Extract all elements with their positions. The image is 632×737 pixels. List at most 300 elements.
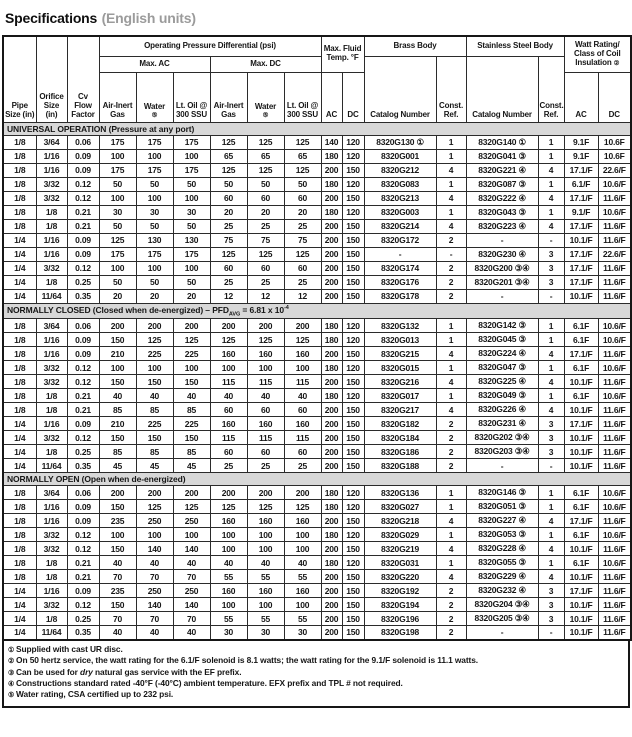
table-cell: 10.1/F xyxy=(564,403,598,417)
table-cell: 20 xyxy=(247,205,284,219)
table-cell: 11.6/F xyxy=(598,514,631,528)
table-cell: 2 xyxy=(436,445,466,459)
table-cell: 200 xyxy=(321,163,342,177)
table-cell: 120 xyxy=(342,177,364,191)
table-cell: 1 xyxy=(538,135,564,149)
col-header-watt-ac: AC xyxy=(564,72,598,122)
table-cell: 160 xyxy=(210,347,247,361)
table-cell: 25 xyxy=(210,459,247,473)
table-cell: 17.1/F xyxy=(564,163,598,177)
table-cell: 1/16 xyxy=(36,149,67,163)
table-cell: 150 xyxy=(99,333,136,347)
table-cell: 25 xyxy=(247,459,284,473)
table-cell: 1/8 xyxy=(3,191,36,205)
table-cell: 10.6F xyxy=(598,135,631,149)
table-cell: 10.6/F xyxy=(598,500,631,514)
table-cell: 200 xyxy=(321,445,342,459)
table-cell: 6.1F xyxy=(564,319,598,333)
table-cell: 8320G225 ④ xyxy=(466,375,538,389)
table-cell: 8320G213 xyxy=(364,191,436,205)
table-cell: 0.12 xyxy=(67,431,99,445)
table-cell: 10.6/F xyxy=(598,205,631,219)
table-cell: 120 xyxy=(342,500,364,514)
table-cell: 150 xyxy=(99,375,136,389)
table-cell: 3/32 xyxy=(36,375,67,389)
table-cell: 20 xyxy=(99,289,136,303)
col-header-dc-lt-oil: Lt. Oil @ 300 SSU xyxy=(284,72,321,122)
table-cell: 30 xyxy=(173,205,210,219)
table-cell: 9.1F xyxy=(564,135,598,149)
table-cell: 125 xyxy=(284,247,321,261)
table-cell: 1/8 xyxy=(3,347,36,361)
table-cell: 150 xyxy=(99,431,136,445)
table-cell: 10.1/F xyxy=(564,598,598,612)
table-cell: 125 xyxy=(247,163,284,177)
table-cell: 175 xyxy=(136,247,173,261)
table-cell: 75 xyxy=(284,233,321,247)
table-cell: 50 xyxy=(99,177,136,191)
table-cell: 1 xyxy=(538,319,564,333)
table-cell: 11.6/F xyxy=(598,261,631,275)
table-cell: 8320G212 xyxy=(364,163,436,177)
table-cell: 150 xyxy=(342,191,364,205)
table-cell: 10.1/F xyxy=(564,445,598,459)
table-cell: 150 xyxy=(342,514,364,528)
table-cell: 120 xyxy=(342,149,364,163)
table-cell: 100 xyxy=(136,528,173,542)
table-cell: 17.1/F xyxy=(564,247,598,261)
table-cell: 1/8 xyxy=(3,528,36,542)
col-header-ss-const-ref: Const. Ref. xyxy=(538,56,564,122)
table-cell: 200 xyxy=(210,486,247,500)
table-cell: 150 xyxy=(342,417,364,431)
table-cell: 100 xyxy=(99,261,136,275)
table-cell: 4 xyxy=(538,542,564,556)
table-cell: 4 xyxy=(436,219,466,233)
table-cell: 100 xyxy=(99,528,136,542)
table-cell: 3/32 xyxy=(36,431,67,445)
table-cell: 1 xyxy=(436,205,466,219)
table-row xyxy=(3,514,631,528)
table-cell: 3/32 xyxy=(36,261,67,275)
table-row xyxy=(3,486,631,500)
table-cell: 0.12 xyxy=(67,598,99,612)
table-cell: 150 xyxy=(342,445,364,459)
table-cell: 11.6/F xyxy=(598,612,631,626)
table-cell: 100 xyxy=(247,361,284,375)
table-cell: 8320G176 xyxy=(364,275,436,289)
table-cell: 100 xyxy=(173,361,210,375)
table-cell: 50 xyxy=(173,177,210,191)
table-cell: 8320G192 xyxy=(364,584,436,598)
table-cell: 10.6/F xyxy=(598,389,631,403)
table-cell: 4 xyxy=(538,219,564,233)
table-cell: 8320G053 ③ xyxy=(466,528,538,542)
table-cell: 1/8 xyxy=(36,570,67,584)
table-cell: 200 xyxy=(321,275,342,289)
section-header-row xyxy=(3,473,631,486)
table-cell: 2 xyxy=(436,233,466,247)
table-cell: 200 xyxy=(321,403,342,417)
table-cell: 125 xyxy=(247,500,284,514)
table-row xyxy=(3,149,631,163)
table-cell: 0.09 xyxy=(67,247,99,261)
table-row xyxy=(3,598,631,612)
table-cell: 200 xyxy=(321,431,342,445)
table-cell: 70 xyxy=(173,612,210,626)
table-cell: 4 xyxy=(436,542,466,556)
table-row xyxy=(3,177,631,191)
table-cell: 2 xyxy=(436,584,466,598)
table-cell: 8320G215 xyxy=(364,347,436,361)
table-cell: 200 xyxy=(284,486,321,500)
table-cell: 11.6/F xyxy=(598,289,631,303)
table-cell: 0.12 xyxy=(67,361,99,375)
footnote: ⑤ Water rating, CSA certified up to 232 psi. xyxy=(8,689,174,700)
table-cell: 40 xyxy=(284,556,321,570)
table-cell: 140 xyxy=(321,135,342,149)
table-cell: 0.21 xyxy=(67,219,99,233)
table-cell: 40 xyxy=(99,389,136,403)
table-cell: 200 xyxy=(321,191,342,205)
table-cell: 3 xyxy=(538,261,564,275)
table-cell: 60 xyxy=(284,445,321,459)
table-cell: 9.1/F xyxy=(564,205,598,219)
table-cell: 0.25 xyxy=(67,275,99,289)
table-cell: 17.1/F xyxy=(564,417,598,431)
table-cell: 125 xyxy=(99,233,136,247)
table-cell: 0.09 xyxy=(67,584,99,598)
table-cell: 180 xyxy=(321,389,342,403)
table-cell: 2 xyxy=(436,289,466,303)
table-cell: 2 xyxy=(436,417,466,431)
table-cell: 85 xyxy=(136,445,173,459)
table-cell: 8320G015 xyxy=(364,361,436,375)
table-cell: 1/8 xyxy=(36,556,67,570)
table-cell: 3/64 xyxy=(36,319,67,333)
table-cell: 6.1F xyxy=(564,333,598,347)
table-cell: 1 xyxy=(538,556,564,570)
table-cell: 40 xyxy=(284,389,321,403)
table-cell: 1 xyxy=(436,500,466,514)
table-cell: 1 xyxy=(538,500,564,514)
table-cell: 125 xyxy=(210,163,247,177)
table-cell: 250 xyxy=(173,584,210,598)
table-cell: 125 xyxy=(284,333,321,347)
table-row xyxy=(3,135,631,149)
table-cell: 125 xyxy=(136,333,173,347)
table-cell: 8320G229 ④ xyxy=(466,570,538,584)
table-cell: 120 xyxy=(342,556,364,570)
table-cell: 70 xyxy=(99,570,136,584)
table-cell: 17.1/F xyxy=(564,275,598,289)
table-cell: 200 xyxy=(321,626,342,640)
table-cell: 1/4 xyxy=(3,233,36,247)
table-cell: 11.6/F xyxy=(598,431,631,445)
table-cell: 150 xyxy=(342,612,364,626)
table-cell: 0.21 xyxy=(67,403,99,417)
table-cell: 175 xyxy=(173,247,210,261)
table-cell: 8320G223 ④ xyxy=(466,219,538,233)
table-cell: 8320G203 ③④ xyxy=(466,445,538,459)
table-cell: 10.1/F xyxy=(564,626,598,640)
table-cell: 4 xyxy=(436,514,466,528)
table-row xyxy=(3,542,631,556)
table-cell: 4 xyxy=(538,375,564,389)
table-row xyxy=(3,528,631,542)
table-cell: 10.1/F xyxy=(564,570,598,584)
table-row xyxy=(3,500,631,514)
col-header-operating-pressure: Operating Pressure Differential (psi) xyxy=(99,36,321,56)
table-cell: 70 xyxy=(136,570,173,584)
table-cell: 4 xyxy=(538,163,564,177)
table-cell: 140 xyxy=(173,598,210,612)
table-row xyxy=(3,445,631,459)
table-cell: 1/4 xyxy=(3,275,36,289)
table-cell: 130 xyxy=(173,233,210,247)
table-cell: 85 xyxy=(136,403,173,417)
table-cell: 55 xyxy=(284,570,321,584)
table-cell: 200 xyxy=(321,584,342,598)
table-cell: 100 xyxy=(99,149,136,163)
table-cell: 8320G174 xyxy=(364,261,436,275)
table-cell: 1/4 xyxy=(3,417,36,431)
table-cell: 200 xyxy=(321,598,342,612)
table-cell: 1/8 xyxy=(3,500,36,514)
table-cell: 8320G230 ④ xyxy=(466,247,538,261)
table-cell: 11.6/F xyxy=(598,403,631,417)
table-cell: 11.6/F xyxy=(598,417,631,431)
table-cell: 1/8 xyxy=(3,361,36,375)
col-header-temp-ac: AC xyxy=(321,72,342,122)
table-cell: 8320G232 ④ xyxy=(466,584,538,598)
table-cell: 55 xyxy=(210,612,247,626)
table-cell: 125 xyxy=(247,135,284,149)
table-cell: 4 xyxy=(538,347,564,361)
table-cell: - xyxy=(466,289,538,303)
table-cell: 200 xyxy=(321,570,342,584)
table-cell: 1/16 xyxy=(36,347,67,361)
col-header-dc-water: Water ⑤ xyxy=(247,72,284,122)
table-cell: 11/64 xyxy=(36,289,67,303)
table-cell: 8320G055 ③ xyxy=(466,556,538,570)
table-cell: 120 xyxy=(342,333,364,347)
table-cell: 10.6/F xyxy=(598,319,631,333)
table-cell: 150 xyxy=(342,233,364,247)
table-cell: 50 xyxy=(284,177,321,191)
col-header-max-dc: Max. DC xyxy=(210,56,321,72)
table-cell: 3/32 xyxy=(36,528,67,542)
table-cell: 1 xyxy=(436,486,466,500)
table-cell: 1 xyxy=(538,149,564,163)
table-cell: 60 xyxy=(210,191,247,205)
table-cell: 200 xyxy=(321,247,342,261)
table-cell: 1/16 xyxy=(36,417,67,431)
table-cell: 17.1/F xyxy=(564,191,598,205)
table-cell: 150 xyxy=(342,598,364,612)
table-cell: 100 xyxy=(284,598,321,612)
table-cell: 150 xyxy=(99,542,136,556)
table-row xyxy=(3,570,631,584)
table-cell: 200 xyxy=(173,319,210,333)
table-row xyxy=(3,389,631,403)
table-cell: 8320G051 ③ xyxy=(466,500,538,514)
table-cell: 8320G216 xyxy=(364,375,436,389)
table-cell: 1 xyxy=(436,135,466,149)
table-cell: 2 xyxy=(436,612,466,626)
table-cell: 100 xyxy=(247,598,284,612)
table-cell: 100 xyxy=(99,361,136,375)
table-cell: 200 xyxy=(136,319,173,333)
table-cell: 8320G027 xyxy=(364,500,436,514)
table-cell: 11.6/F xyxy=(598,584,631,598)
table-cell: 100 xyxy=(210,542,247,556)
table-cell: 50 xyxy=(247,177,284,191)
table-cell: 25 xyxy=(284,459,321,473)
table-cell: 3 xyxy=(538,584,564,598)
table-cell: 1 xyxy=(436,361,466,375)
table-cell: 235 xyxy=(99,514,136,528)
table-cell: 40 xyxy=(173,556,210,570)
table-cell: 100 xyxy=(173,149,210,163)
table-cell: 45 xyxy=(136,459,173,473)
table-cell: 140 xyxy=(136,542,173,556)
table-cell: 8320G198 xyxy=(364,626,436,640)
table-cell: 25 xyxy=(284,275,321,289)
specifications-table xyxy=(2,35,632,641)
footnote: ③ Can be used for dry natural gas service with the EF prefix. xyxy=(8,666,242,677)
table-cell: 200 xyxy=(99,319,136,333)
table-cell: 225 xyxy=(173,417,210,431)
table-cell: 6.1F xyxy=(564,528,598,542)
table-cell: 120 xyxy=(342,486,364,500)
col-header-dc-air-inert: Air-Inert Gas xyxy=(210,72,247,122)
table-cell: 100 xyxy=(247,542,284,556)
table-cell: 8320G214 xyxy=(364,219,436,233)
table-cell: 1/4 xyxy=(3,612,36,626)
table-cell: 17.1/F xyxy=(564,514,598,528)
table-cell: 225 xyxy=(173,347,210,361)
section-header-label: NORMALLY OPEN (Open when de-energized) xyxy=(3,473,631,486)
table-cell: 8320G087 ③ xyxy=(466,177,538,191)
table-cell: 65 xyxy=(210,149,247,163)
table-row xyxy=(3,319,631,333)
table-cell: 140 xyxy=(136,598,173,612)
table-cell: 150 xyxy=(173,375,210,389)
table-row xyxy=(3,333,631,347)
table-cell: 8320G188 xyxy=(364,459,436,473)
section-header-row xyxy=(3,303,631,319)
table-cell: 1 xyxy=(538,205,564,219)
table-cell: 180 xyxy=(321,177,342,191)
table-cell: 150 xyxy=(342,219,364,233)
table-cell: 65 xyxy=(284,149,321,163)
table-cell: 9.1F xyxy=(564,149,598,163)
table-cell: 8320G041 ③ xyxy=(466,149,538,163)
table-cell: 3 xyxy=(538,612,564,626)
page-title xyxy=(5,10,630,28)
table-cell: 12 xyxy=(210,289,247,303)
table-cell: 40 xyxy=(173,626,210,640)
table-cell: 0.25 xyxy=(67,612,99,626)
table-row xyxy=(3,233,631,247)
table-row xyxy=(3,219,631,233)
table-cell: 175 xyxy=(136,163,173,177)
table-cell: 1/8 xyxy=(3,219,36,233)
table-cell: 8320G136 xyxy=(364,486,436,500)
table-cell: 150 xyxy=(342,459,364,473)
table-cell: 4 xyxy=(538,191,564,205)
table-cell: 200 xyxy=(321,375,342,389)
table-cell: 0.09 xyxy=(67,500,99,514)
table-cell: 100 xyxy=(210,361,247,375)
table-cell: 0.21 xyxy=(67,570,99,584)
table-row xyxy=(3,403,631,417)
table-cell: 120 xyxy=(342,361,364,375)
table-cell: 85 xyxy=(173,445,210,459)
table-cell: 100 xyxy=(99,191,136,205)
table-cell: 60 xyxy=(284,403,321,417)
table-cell: 8320G003 xyxy=(364,205,436,219)
table-cell: 3/32 xyxy=(36,542,67,556)
table-cell: 1/8 xyxy=(3,570,36,584)
table-cell: 200 xyxy=(321,459,342,473)
table-cell: 100 xyxy=(136,149,173,163)
table-cell: 17.1/F xyxy=(564,261,598,275)
table-cell: 8320G201 ③④ xyxy=(466,275,538,289)
table-cell: 200 xyxy=(210,319,247,333)
table-row xyxy=(3,584,631,598)
table-cell: 1/8 xyxy=(3,486,36,500)
footnote-mark: ③ xyxy=(8,669,17,677)
table-cell: 150 xyxy=(99,500,136,514)
table-cell: 8320G182 xyxy=(364,417,436,431)
table-cell: 8320G013 xyxy=(364,333,436,347)
table-cell: 1/8 xyxy=(36,205,67,219)
table-header xyxy=(3,36,631,122)
table-cell: 115 xyxy=(210,431,247,445)
table-cell: 200 xyxy=(321,261,342,275)
table-cell: 50 xyxy=(136,177,173,191)
table-cell: 210 xyxy=(99,417,136,431)
table-cell: 8320G220 xyxy=(364,570,436,584)
table-row xyxy=(3,205,631,219)
table-cell: 55 xyxy=(210,570,247,584)
table-cell: - xyxy=(466,233,538,247)
table-cell: 1/4 xyxy=(3,598,36,612)
table-cell: 22.6/F xyxy=(598,247,631,261)
table-cell: 150 xyxy=(342,275,364,289)
table-cell: 200 xyxy=(321,289,342,303)
table-cell: 1/16 xyxy=(36,247,67,261)
table-row xyxy=(3,247,631,261)
table-cell: 85 xyxy=(99,445,136,459)
table-cell: 225 xyxy=(136,417,173,431)
table-cell: 150 xyxy=(342,261,364,275)
table-cell: 3 xyxy=(538,445,564,459)
table-cell: 11.6/F xyxy=(598,459,631,473)
table-cell: 4 xyxy=(436,191,466,205)
table-cell: 130 xyxy=(136,233,173,247)
table-cell: 180 xyxy=(321,486,342,500)
table-cell: 11.6/F xyxy=(598,233,631,247)
table-cell: 0.12 xyxy=(67,191,99,205)
table-cell: 3 xyxy=(538,598,564,612)
table-cell: 150 xyxy=(342,163,364,177)
footnote-mark-5: ⑤ xyxy=(151,112,158,120)
table-cell: 200 xyxy=(136,486,173,500)
col-header-max-ac: Max. AC xyxy=(99,56,210,72)
